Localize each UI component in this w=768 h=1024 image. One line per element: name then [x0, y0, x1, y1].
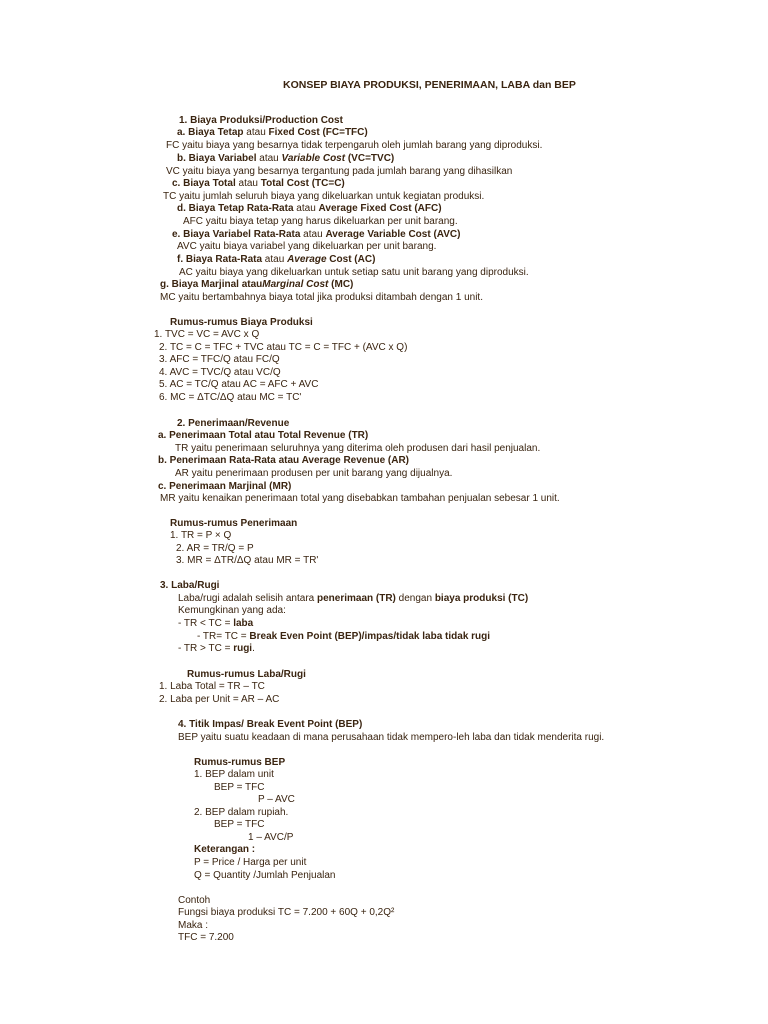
keterangan-item: Q = Quantity /Jumlah Penjualan	[194, 870, 336, 881]
item-1a: a. Biaya Tetap atau Fixed Cost (FC=TFC)	[177, 127, 368, 138]
item-1f: f. Biaya Rata-Rata atau Average Cost (AC)	[177, 254, 376, 265]
rumus-produksi-item: 1. TVC = VC = AVC x Q	[154, 329, 260, 340]
rumus-laba-item: 1. Laba Total = TR – TC	[159, 681, 265, 692]
bep-rupiah-denominator: 1 – AVC/P	[248, 832, 294, 843]
rumus-penerimaan-item: 3. MR = ΔTR/ΔQ atau MR = TR'	[176, 555, 319, 566]
section-3-heading: 3. Laba/Rugi	[160, 580, 220, 591]
rumus-penerimaan-heading: Rumus-rumus Penerimaan	[170, 518, 298, 529]
rumus-produksi-item: 5. AC = TC/Q atau AC = AFC + AVC	[159, 379, 319, 390]
item-1f-desc: AC yaitu biaya yang dikeluarkan untuk setiap satu unit barang yang diproduksi.	[179, 267, 529, 278]
keterangan-heading: Keterangan :	[194, 844, 256, 855]
section-4-heading: 4. Titik Impas/ Break Event Point (BEP)	[178, 719, 363, 730]
kemungkinan-label: Kemungkinan yang ada:	[178, 605, 286, 616]
kemungkinan-item: - TR > TC = rugi.	[178, 643, 255, 654]
rumus-laba-item: 2. Laba per Unit = AR – AC	[159, 694, 280, 705]
item-1e-desc: AVC yaitu biaya variabel yang dikeluarkan per unit barang.	[177, 241, 437, 252]
rumus-produksi-item: 4. AVC = TVC/Q atau VC/Q	[159, 367, 281, 378]
rumus-produksi-item: 6. MC = ΔTC/ΔQ atau MC = TC'	[159, 392, 302, 403]
item-2a: a. Penerimaan Total atau Total Revenue (TR)	[158, 430, 369, 441]
section-4-desc: BEP yaitu suatu keadaan di mana perusahaan tidak mempero-leh laba dan tidak menderita rugi.	[178, 732, 605, 743]
bep-rupiah-formula: BEP = TFC	[214, 819, 265, 830]
keterangan-item: P = Price / Harga per unit	[194, 857, 307, 868]
rumus-bep-heading: Rumus-rumus BEP	[194, 757, 286, 768]
item-1g-desc: MC yaitu bertambahnya biaya total jika produksi ditambah dengan 1 unit.	[160, 292, 483, 303]
item-1b-desc: VC yaitu biaya yang besarnya tergantung pada jumlah barang yang dihasilkan	[166, 166, 513, 177]
contoh-tfc: TFC = 7.200	[178, 932, 234, 943]
rumus-laba-heading: Rumus-rumus Laba/Rugi	[187, 669, 306, 680]
rumus-penerimaan-item: 1. TR = P × Q	[170, 530, 232, 541]
item-2c: c. Penerimaan Marjinal (MR)	[158, 481, 292, 492]
section-2-heading: 2. Penerimaan/Revenue	[177, 418, 290, 429]
item-1c-desc: TC yaitu jumlah seluruh biaya yang dikeluarkan untuk kegiatan produksi.	[163, 191, 485, 202]
contoh-label: Contoh	[178, 895, 211, 906]
section-3-desc: Laba/rugi adalah selisih antara penerimaan (TR) dengan biaya produksi (TC)	[178, 593, 529, 604]
item-2c-desc: MR yaitu kenaikan penerimaan total yang disebabkan tambahan penjualan sebesar 1 unit.	[160, 493, 560, 504]
contoh-maka: Maka :	[178, 920, 209, 931]
item-2a-desc: TR yaitu penerimaan seluruhnya yang diterima oleh produsen dari hasil penjualan.	[175, 443, 541, 454]
item-1c: c. Biaya Total atau Total Cost (TC=C)	[172, 178, 345, 189]
bep-rupiah-label: 2. BEP dalam rupiah.	[194, 807, 289, 818]
item-1b: b. Biaya Variabel atau Variable Cost (VC=TVC)	[177, 153, 395, 164]
item-1a-desc: FC yaitu biaya yang besarnya tidak terpengaruh oleh jumlah barang yang diproduksi.	[166, 140, 543, 151]
item-2b-desc: AR yaitu penerimaan produsen per unit barang yang dijualnya.	[175, 468, 453, 479]
rumus-produksi-item: 3. AFC = TFC/Q atau FC/Q	[159, 354, 280, 365]
bep-unit-label: 1. BEP dalam unit	[194, 769, 274, 780]
item-1d-desc: AFC yaitu biaya tetap yang harus dikeluarkan per unit barang.	[183, 216, 458, 227]
rumus-produksi-item: 2. TC = C = TFC + TVC atau TC = C = TFC + (AVC x Q)	[159, 342, 408, 353]
bep-unit-formula: BEP = TFC	[214, 782, 265, 793]
bep-unit-denominator: P – AVC	[258, 794, 295, 805]
section-1-heading: 1. Biaya Produksi/Production Cost	[179, 115, 343, 126]
page-title: KONSEP BIAYA PRODUKSI, PENERIMAAN, LABA dan BEP	[283, 79, 576, 91]
item-1g: g. Biaya Marjinal atauMarginal Cost (MC)	[160, 279, 354, 290]
item-2b: b. Penerimaan Rata-Rata atau Average Revenue (AR)	[158, 455, 410, 466]
rumus-produksi-heading: Rumus-rumus Biaya Produksi	[170, 317, 313, 328]
rumus-penerimaan-item: 2. AR = TR/Q = P	[176, 543, 254, 554]
kemungkinan-item: - TR < TC = laba	[178, 618, 254, 629]
item-1e: e. Biaya Variabel Rata-Rata atau Average Variable Cost (AVC)	[172, 229, 461, 240]
item-1d: d. Biaya Tetap Rata-Rata atau Average Fixed Cost (AFC)	[177, 203, 442, 214]
contoh-fungsi: Fungsi biaya produksi TC = 7.200 + 60Q + 0,2Q²	[178, 907, 395, 918]
kemungkinan-item: - TR= TC = Break Even Point (BEP)/impas/tidak laba tidak rugi	[197, 631, 491, 642]
